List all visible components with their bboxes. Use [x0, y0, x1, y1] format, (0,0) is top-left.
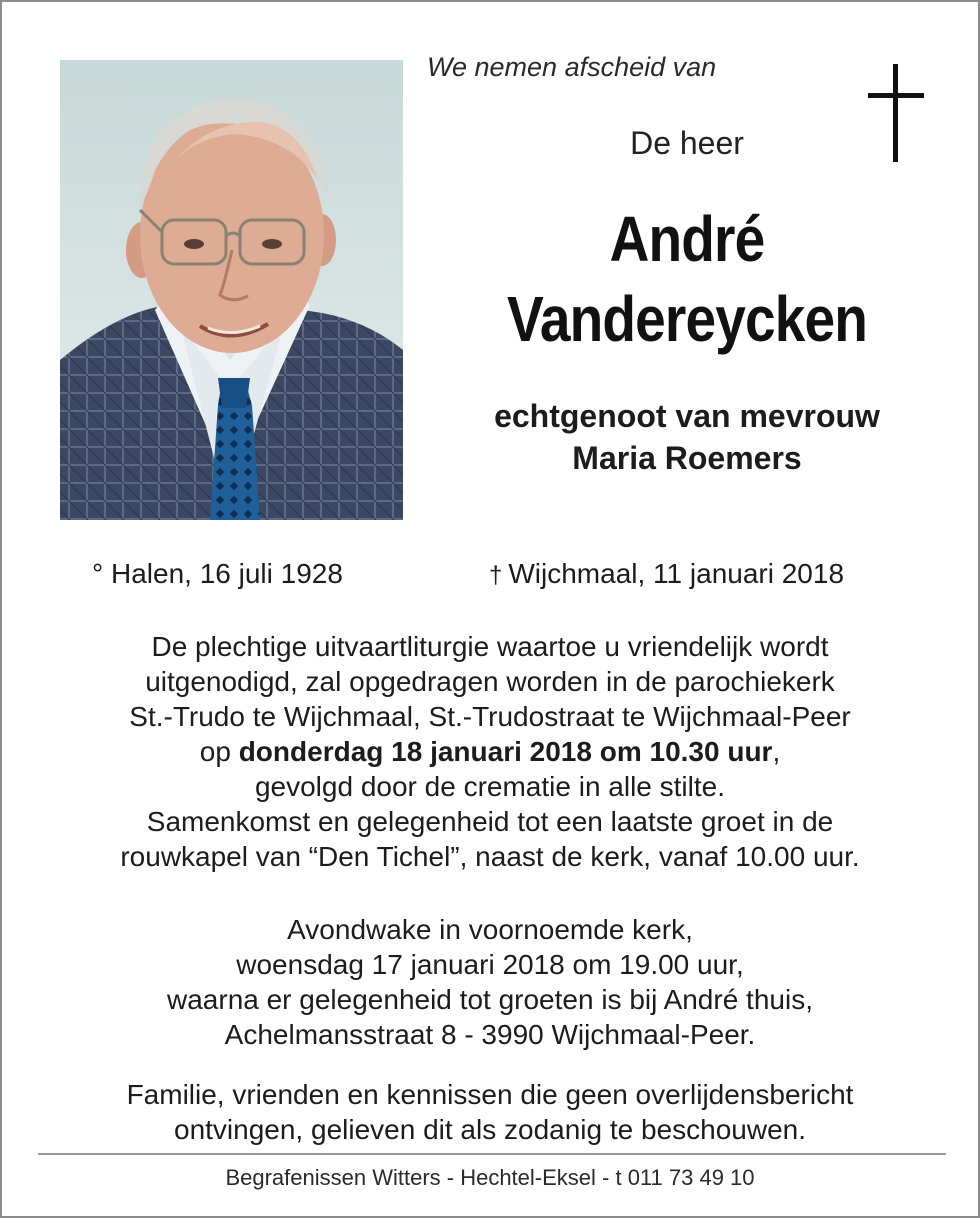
vigil-line: woensdag 17 januari 2018 om 19.00 uur,	[236, 949, 744, 980]
portrait-photo	[60, 60, 403, 520]
ceremony-date-line	[22, 734, 958, 769]
vigil-line: Avondwake in voornoemde kerk,	[287, 914, 693, 945]
honorific: De heer	[630, 125, 744, 161]
dagger-icon: †	[489, 562, 503, 589]
first-name: André	[609, 203, 765, 275]
spouse-line-1: echtgenoot van mevrouw	[494, 398, 880, 434]
birth-info: ° Halen, 16 juli 1928	[92, 558, 343, 589]
death-info	[489, 558, 844, 590]
vigil-line: waarna er gelegenheid tot groeten is bij André thuis,	[167, 984, 813, 1015]
last-name: Vandereycken	[507, 283, 867, 355]
funeral-home-footer: Begrafenissen Witters - Hechtel-Eksel - t 011 73 49 10	[225, 1165, 755, 1190]
vigil-address: Achelmansstraat 8 - 3990 Wijchmaal-Peer.	[224, 1019, 756, 1050]
notice-paragraph	[22, 1077, 958, 1147]
notice-line: Familie, vrienden en kennissen die geen overlijdensbericht	[126, 1079, 854, 1110]
death-text: Wijchmaal, 11 januari 2018	[508, 558, 845, 589]
ceremony-line: Samenkomst en gelegenheid tot een laatste groet in de	[146, 806, 834, 837]
ceremony-date: donderdag 18 januari 2018 om 10.30 uur	[238, 736, 773, 767]
ceremony-line: De plechtige uitvaartliturgie waartoe u vriendelijk wordt	[151, 631, 829, 662]
vigil-paragraph	[22, 912, 958, 1052]
spouse-name: Maria Roemers	[572, 440, 802, 476]
footer-divider	[38, 1153, 946, 1155]
ceremony-line: rouwkapel van “Den Tichel”, naast de kerk, vanaf 10.00 uur.	[120, 841, 860, 872]
notice-line: ontvingen, gelieven dit als zodanig te beschouwen.	[174, 1114, 806, 1145]
ceremony-date-prefix: op	[199, 736, 239, 767]
ceremony-line: uitgenodigd, zal opgedragen worden in de parochiekerk	[145, 666, 835, 697]
ceremony-line: gevolgd door de crematie in alle stilte.	[254, 771, 726, 802]
ceremony-line: St.-Trudo te Wijchmaal, St.-Trudostraat te Wijchmaal-Peer	[129, 701, 851, 732]
intro-text: We nemen afscheid van	[427, 52, 717, 82]
ceremony-paragraph	[22, 629, 958, 874]
ceremony-date-suffix: ,	[772, 736, 781, 767]
